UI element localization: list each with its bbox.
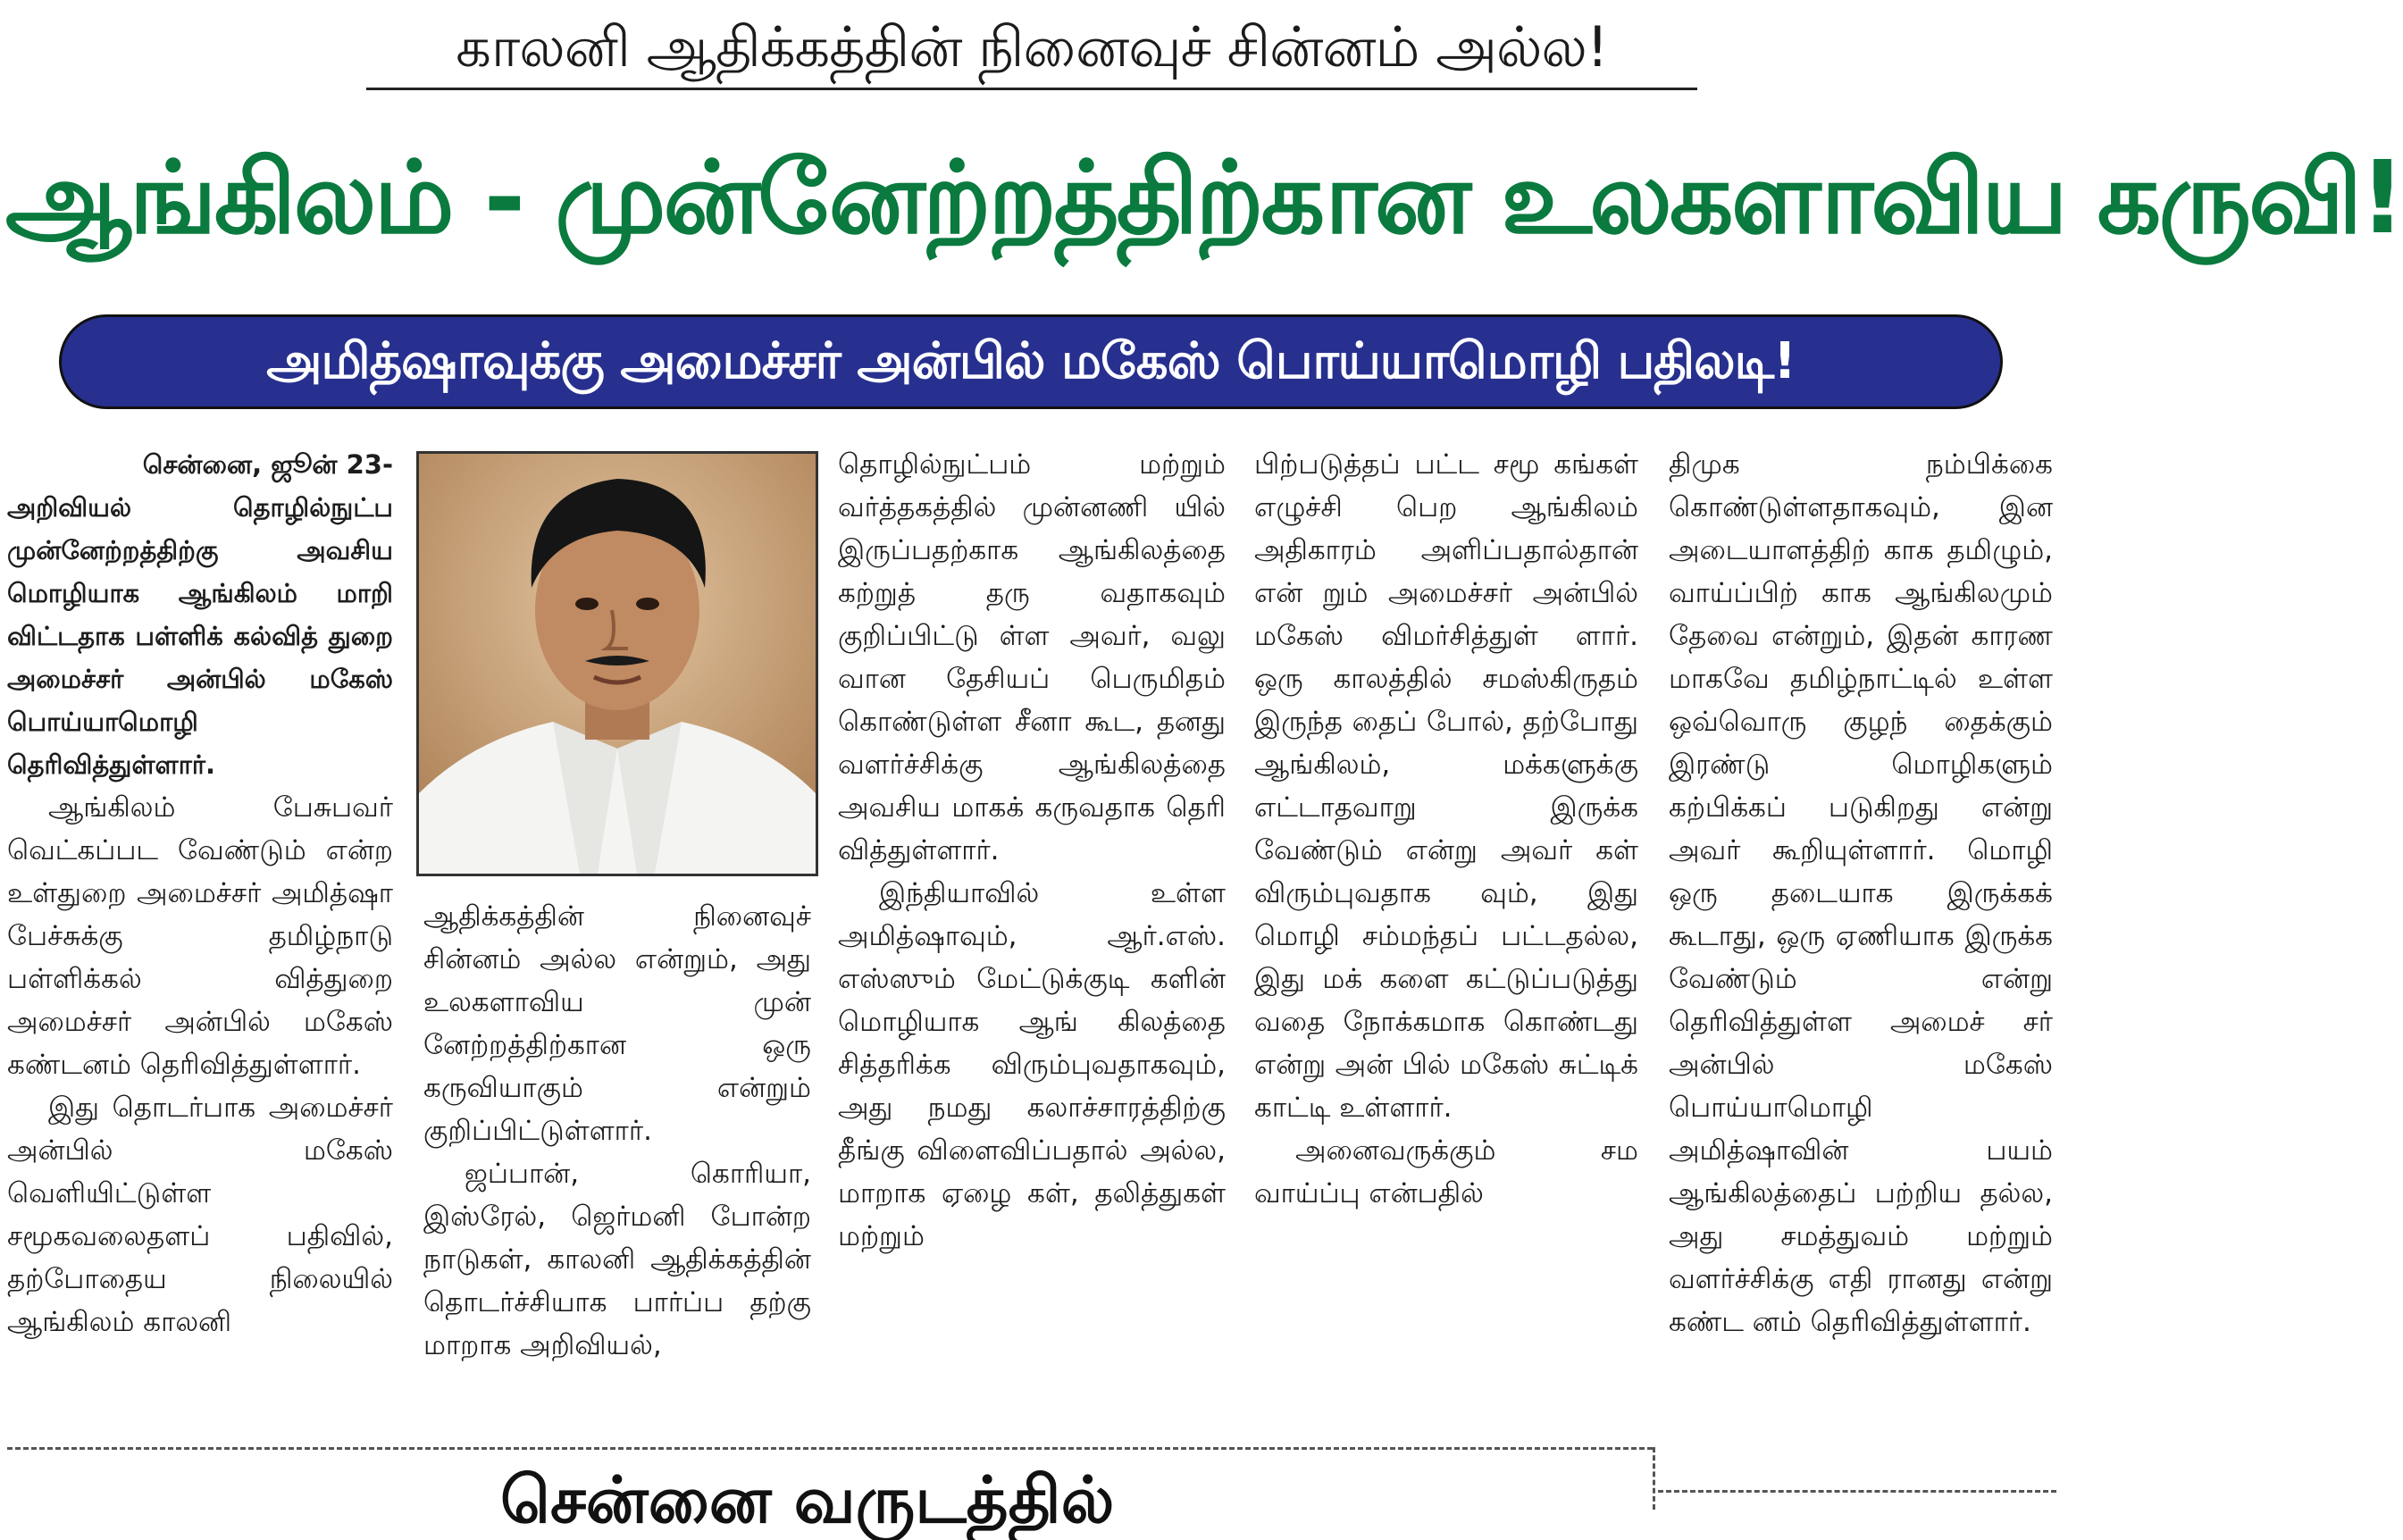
- article-column-1: [7, 443, 393, 1343]
- body-paragraph: ஆங்கிலம் பேசுபவர் வெட்கப்பட வேண்டும் என்ற உள்துறை அமைச்சர் அமித்ஷா பேச்சுக்கு தமிழ்நாடு பள்ளிக்கல் வித்துறை அமைச்சர் அன்பில் மகேஸ் கண்டனம் தெரிவித்துள்ளார்.: [7, 791, 393, 1081]
- section-divider: [7, 1447, 1653, 1450]
- lead-paragraph: அறிவியல் தொழில்நுட்ப முன்னேற்றத்திற்கு அவசிய மொழியாக ஆங்கிலம் மாறி விட்டதாக பள்ளிக் கல்வித் துறை அமைச்சர் அன்பில் மகேஸ் பொய்யாமொழி தெரிவித்துள்ளார்.: [7, 492, 393, 780]
- kicker-headline: காலனி ஆதிக்கத்தின் நினைவுச் சின்னம் அல்ல!: [456, 14, 1608, 80]
- section-divider-vertical: [1653, 1447, 1655, 1510]
- body-paragraph: திமுக நம்பிக்கை கொண்டுள்ளதாகவும், இன அடையாளத்திற் காக தமிழும், வாய்ப்பிற் காக ஆங்கிலமும் தேவை என்றும், இதன் காரண மாகவே தமிழ்நாட்டில் உள்ள ஒவ்வொரு குழந் தைக்கும் இரண்டு மொழிகளும் கற்பிக்கப் படுகிறது என்று அவர் கூறியுள்ளார். மொழி ஒரு தடையாக இருக்கக் கூடாது, ஒரு ஏணியாக இருக்க வேண்டும் என்று தெரிவித்துள்ள அமைச் சர் அன்பில் மகேஸ் பொய்யாமொழி அமித்ஷாவின் பயம் ஆங்கிலத்தைப் பற்றிய தல்ல, அது சமத்துவம் மற்றும் வளர்ச்சிக்கு எதி ரானது என்று கண்ட னம் தெரிவித்துள்ளார்.: [1669, 448, 2053, 1338]
- body-paragraph: இது தொடர்பாக அமைச்சர் அன்பில் மகேஸ் வெளியிட்டுள்ள சமூகவலைதளப் பதிவில், தற்போதைய நிலையில் ஆங்கிலம் காலனி: [7, 1092, 393, 1338]
- dateline: சென்னை, ஜூன் 23-: [142, 449, 393, 480]
- next-story-headline: சென்னை வருடத்தில்: [500, 1462, 1115, 1537]
- body-paragraph: தொழில்நுட்பம் மற்றும் வர்த்தகத்தில் முன்னணி யில் இருப்பதற்காக ஆங்கிலத்தை கற்றுத் தரு வதாகவும் குறிப்பிட்டு ள்ள அவர், வலு வான தேசியப் பெருமிதம் கொண்டுள்ள சீனா கூட, தனது வளர்ச்சிக்கு ஆங்கிலத்தை அவசிய மாகக் கருவதாக தெரி வித்துள்ளார்.: [838, 448, 1226, 866]
- main-headline: ஆங்கிலம் - முன்னேற்றத்திற்கான உலகளாவிய கருவி!: [5, 140, 2403, 256]
- body-paragraph: ஜப்பான், கொரியா, இஸ்ரேல், ஜெர்மனி போன்ற நாடுகள், காலனி ஆதிக்கத்தின் தொடர்ச்சியாக பார்ப்ப தற்கு மாறாக அறிவியல்,: [423, 1158, 811, 1361]
- subheadline-banner: அமித்ஷாவுக்கு அமைச்சர் அன்பில் மகேஸ் பொய்யாமொழி பதிலடி!: [59, 314, 2003, 409]
- kicker-underline: [366, 88, 1697, 90]
- article-column-4: [1254, 443, 1638, 1215]
- body-paragraph: அனைவருக்கும் சம வாய்ப்பு என்பதில்: [1254, 1134, 1638, 1209]
- section-divider-right: [1658, 1490, 2056, 1493]
- article-column-5: [1669, 443, 2053, 1343]
- body-paragraph: ஆதிக்கத்தின் நினைவுச் சின்னம் அல்ல என்றும், அது உலகளாவிய முன் னேற்றத்திற்கான ஒரு கருவியாகும் என்றும் குறிப்பிட்டுள்ளார்.: [423, 900, 811, 1147]
- body-paragraph: இந்தியாவில் உள்ள அமித்ஷாவும், ஆர்.எஸ். எஸ்ஸும் மேட்டுக்குடி களின் மொழியாக ஆங் கிலத்தை சித்தரிக்க விரும்புவதாகவும், அது நமது கலாச்சாரத்திற்கு தீங்கு விளைவிப்பதால் அல்ல, மாறாக ஏழை கள், தலித்துகள் மற்றும்: [838, 877, 1226, 1252]
- portrait-image: [419, 454, 816, 874]
- article-column-2: [423, 895, 811, 1367]
- article-column-3: [838, 443, 1226, 1258]
- minister-photo: [416, 451, 818, 876]
- body-paragraph: பிற்படுத்தப் பட்ட சமூ கங்கள் எழுச்சி பெற ஆங்கிலம் அதிகாரம் அளிப்பதால்தான் என் றும் அமைச்சர் அன்பில் மகேஸ் விமர்சித்துள் ளார். ஒரு காலத்தில் சமஸ்கிருதம் இருந்த தைப் போல், தற்போது ஆங்கிலம், மக்களுக்கு எட்டாதவாறு இருக்க வேண்டும் என்று அவர் கள் விரும்புவதாக வும், இது மொழி சம்மந்தப் பட்டதல்ல, இது மக் களை கட்டுப்படுத்து வதை நோக்கமாக கொண்டது என்று அன் பில் மகேஸ் சுட்டிக் காட்டி உள்ளார்.: [1254, 448, 1638, 1124]
